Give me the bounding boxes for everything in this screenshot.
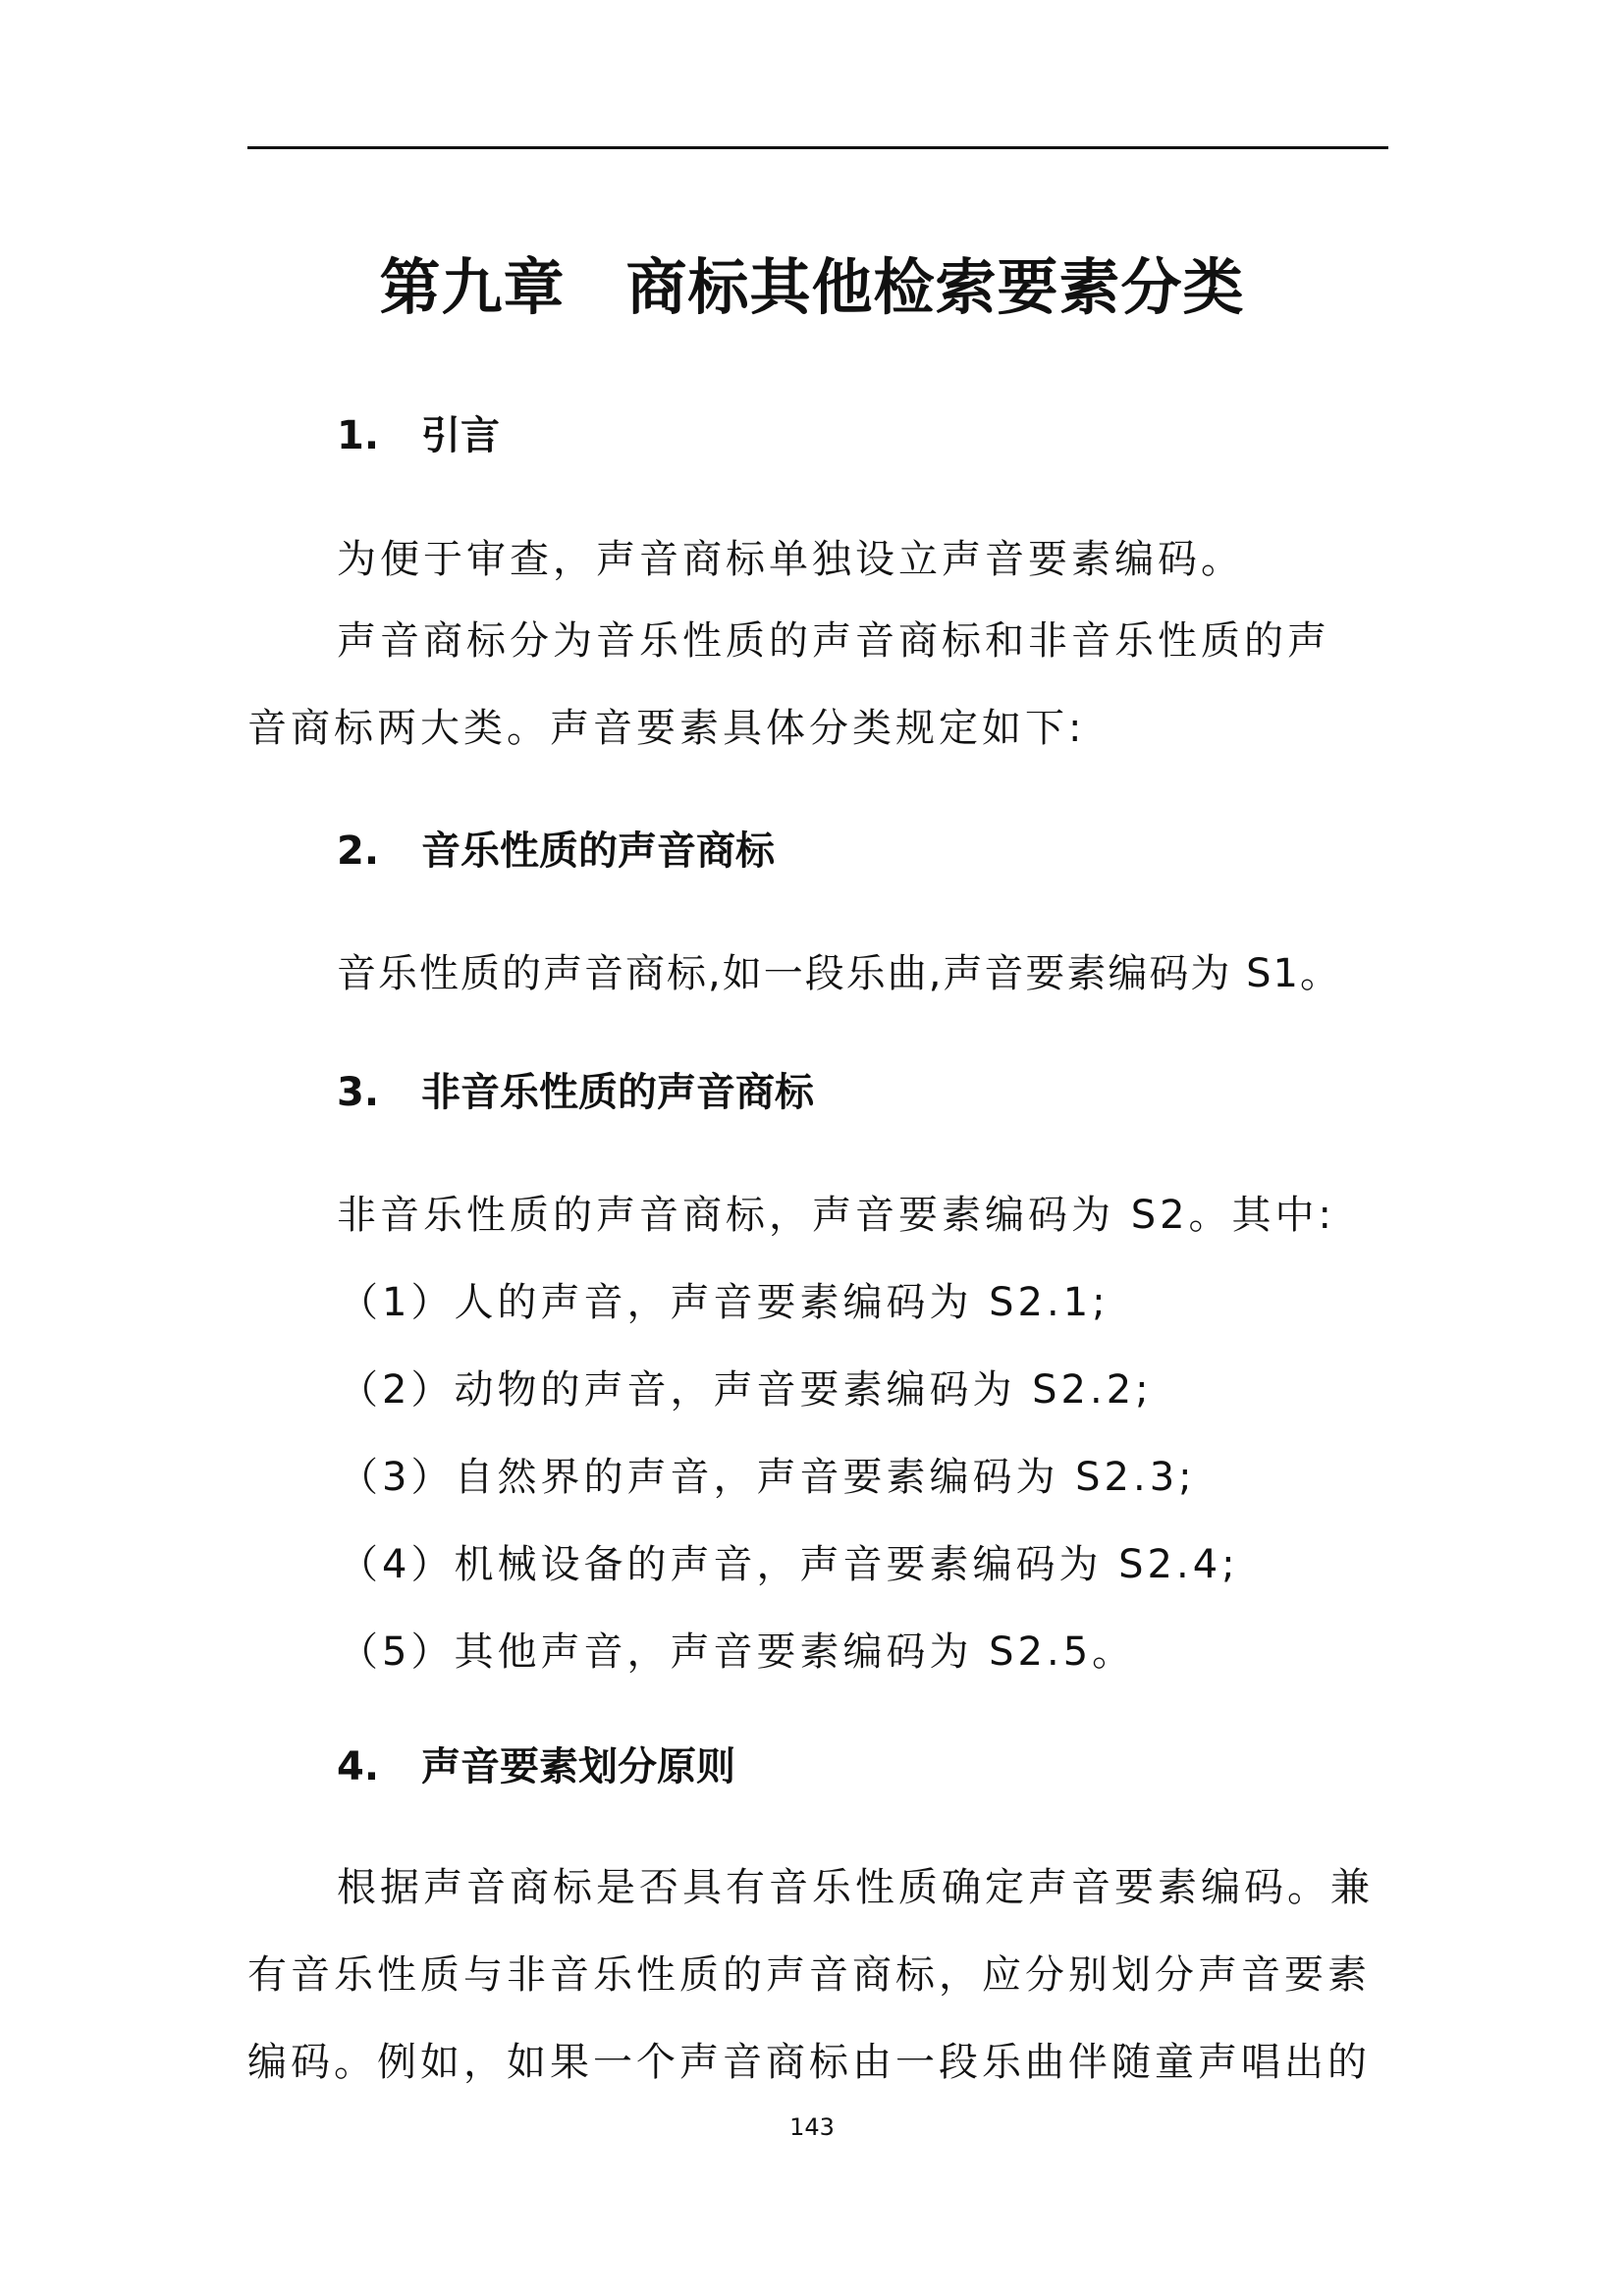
body-line: 音乐性质的声音商标,如一段乐曲,声音要素编码为 S1。 [337, 951, 1341, 996]
section-title: 非音乐性质的声音商标 [421, 1070, 814, 1115]
section-title: 引言 [421, 413, 500, 458]
body-line: 非音乐性质的声音商标，声音要素编码为 S2。其中: [337, 1193, 1336, 1238]
body-line: 音商标两大类。声音要素具体分类规定如下: [247, 706, 1086, 751]
section-number: 3. [337, 1070, 380, 1115]
body-line: 有音乐性质与非音乐性质的声音商标，应分别划分声音要素 [247, 1952, 1371, 1998]
list-item: （1）人的声音，声音要素编码为 S2.1; [339, 1280, 1110, 1325]
section-title: 音乐性质的声音商标 [421, 828, 775, 874]
body-line: 根据声音商标是否具有音乐性质确定声音要素编码。兼 [337, 1865, 1374, 1910]
body-line: 为便于审查，声音商标单独设立声音要素编码。 [337, 537, 1244, 582]
chapter-title [0, 251, 1624, 323]
chapter-name: 商标其他检索要素分类 [625, 251, 1245, 323]
list-item: （5）其他声音，声音要素编码为 S2.5。 [339, 1629, 1136, 1675]
section-heading-2 [337, 828, 775, 874]
section-number: 4. [337, 1744, 380, 1789]
section-heading-4 [337, 1744, 735, 1789]
section-number: 2. [337, 828, 380, 874]
body-line: 编码。例如，如果一个声音商标由一段乐曲伴随童声唱出的 [247, 2040, 1371, 2085]
list-item: （3）自然界的声音，声音要素编码为 S2.3; [339, 1455, 1196, 1500]
body-line: 声音商标分为音乐性质的声音商标和非音乐性质的声 [337, 618, 1330, 664]
chapter-number: 第九章 [379, 251, 566, 323]
section-title: 声音要素划分原则 [421, 1744, 735, 1789]
page-number: 143 [789, 2113, 835, 2141]
list-item: （2）动物的声音，声音要素编码为 S2.2; [339, 1367, 1153, 1413]
section-number: 1. [337, 413, 380, 458]
section-heading-3 [337, 1070, 814, 1115]
list-item: （4）机械设备的声音，声音要素编码为 S2.4; [339, 1542, 1239, 1587]
section-heading-1 [337, 413, 500, 458]
header-rule [247, 146, 1388, 149]
